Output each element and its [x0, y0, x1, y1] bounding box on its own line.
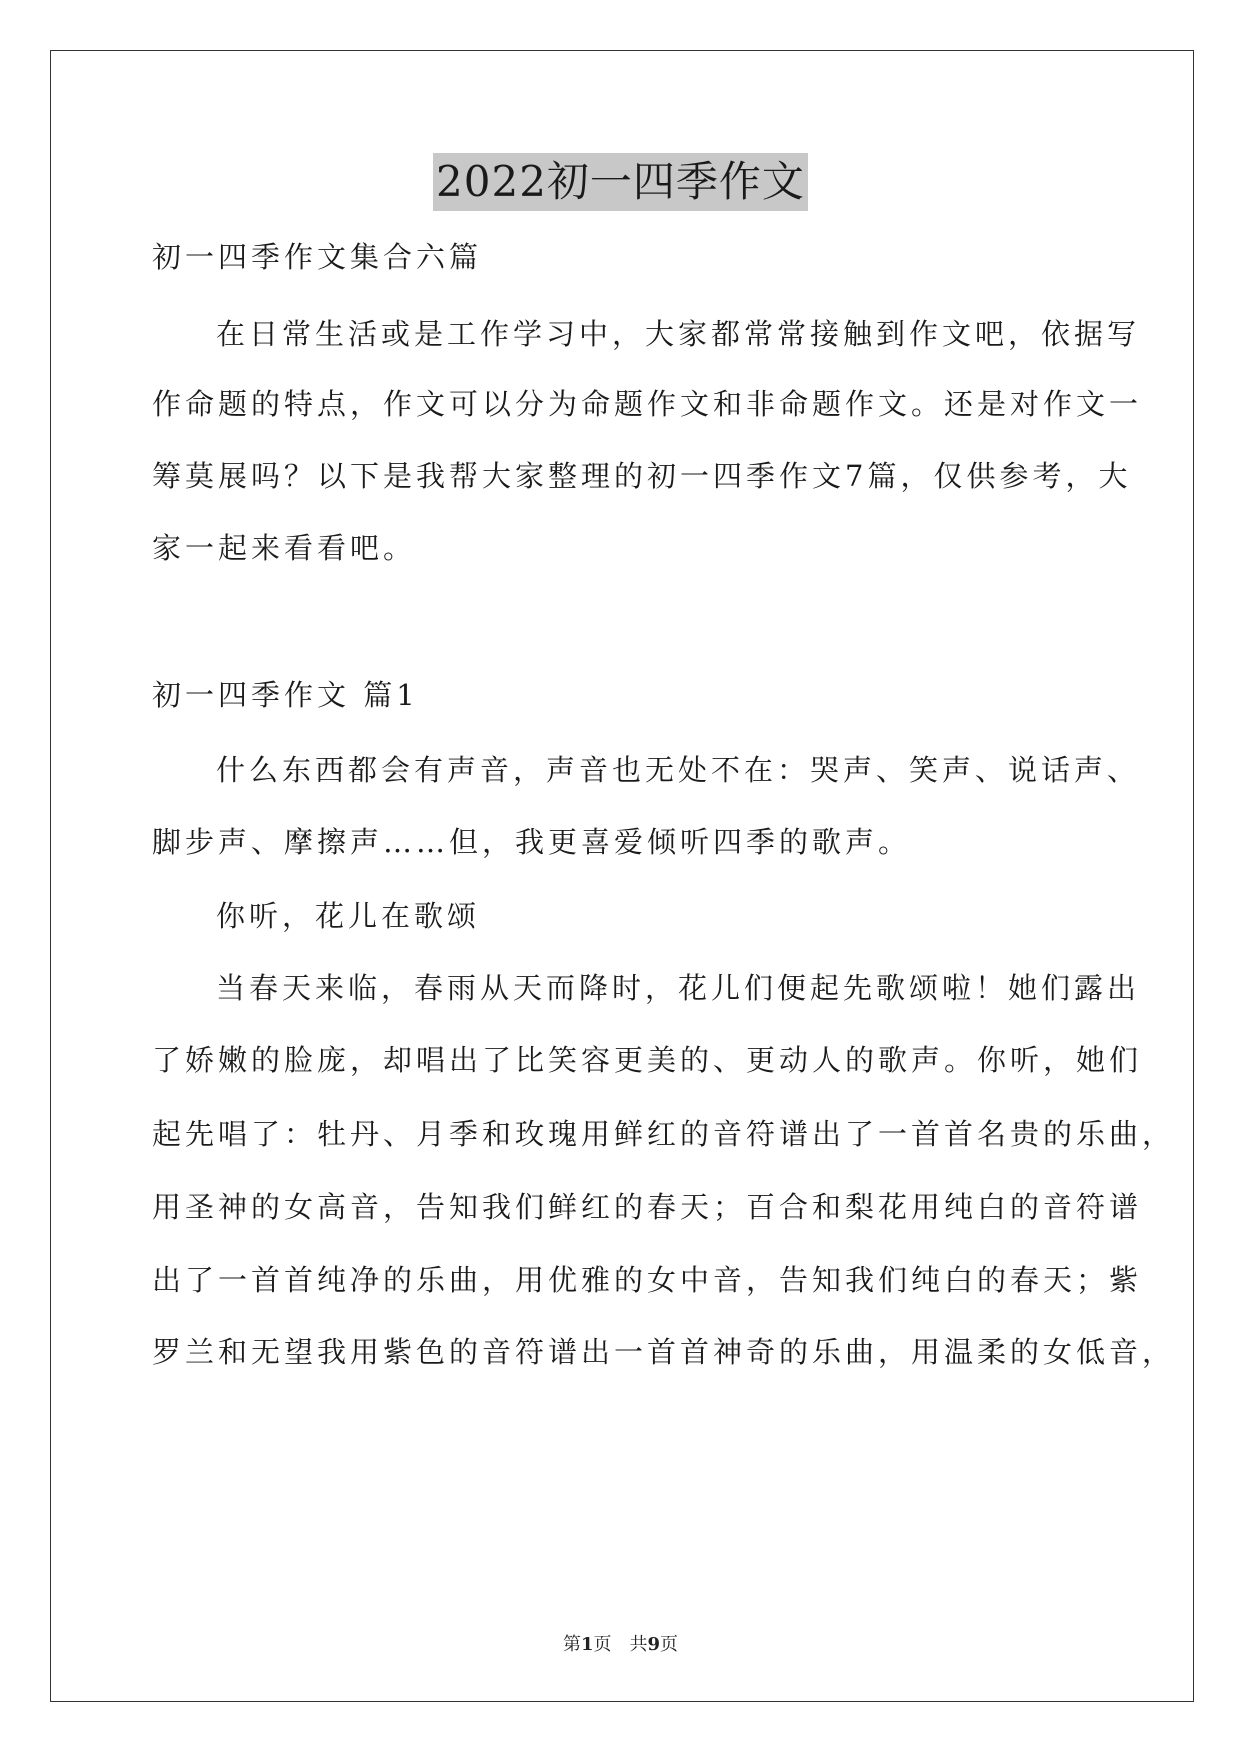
- paragraph-line: 用圣神的女高音，告知我们鲜红的春天；百合和梨花用纯白的音符谱: [152, 1190, 1143, 1224]
- title-container: [0, 153, 1241, 211]
- intro-line: 筹莫展吗？以下是我帮大家整理的初一四季作文7篇，仅供参考，大: [152, 459, 1132, 493]
- section-heading: 初一四季作文 篇1: [152, 678, 419, 712]
- intro-line: 作命题的特点，作文可以分为命题作文和非命题作文。还是对作文一: [152, 387, 1143, 421]
- current-page-number: 1: [580, 1634, 594, 1655]
- paragraph-line: 了娇嫩的脸庞，却唱出了比笑容更美的、更动人的歌声。你听，她们: [152, 1043, 1143, 1077]
- page-prefix: 第: [562, 1634, 581, 1655]
- paragraph-line: 出了一首首纯净的乐曲，用优雅的女中音，告知我们纯白的春天；紫: [152, 1263, 1143, 1297]
- page-border: [50, 50, 1194, 1702]
- page-suffix: 页: [660, 1634, 679, 1655]
- paragraph-line: 脚步声、摩擦声……但，我更喜爱倾听四季的歌声。: [152, 825, 912, 859]
- intro-line: 家一起来看看吧。: [152, 531, 417, 565]
- paragraph-line: 什么东西都会有声音，声音也无处不在：哭声、笑声、说话声、: [216, 753, 1141, 787]
- paragraph-line: 起先唱了：牡丹、月季和玫瑰用鲜红的音符谱出了一首首名贵的乐曲，: [152, 1117, 1176, 1151]
- document-title: 2022初一四季作文: [433, 153, 808, 211]
- subtitle: 初一四季作文集合六篇: [152, 240, 483, 274]
- total-page-number: 9: [647, 1634, 661, 1655]
- paragraph-line: 当春天来临，春雨从天而降时，花儿们便起先歌颂啦！她们露出: [216, 971, 1141, 1005]
- paragraph-line: 罗兰和无望我用紫色的音符谱出一首首神奇的乐曲，用温柔的女低音，: [152, 1335, 1176, 1369]
- page-middle: 页 共: [593, 1634, 648, 1655]
- page-footer: [0, 1633, 1241, 1657]
- intro-line: 在日常生活或是工作学习中，大家都常常接触到作文吧，依据写: [216, 317, 1141, 351]
- paragraph-line: 你听，花儿在歌颂: [216, 899, 481, 933]
